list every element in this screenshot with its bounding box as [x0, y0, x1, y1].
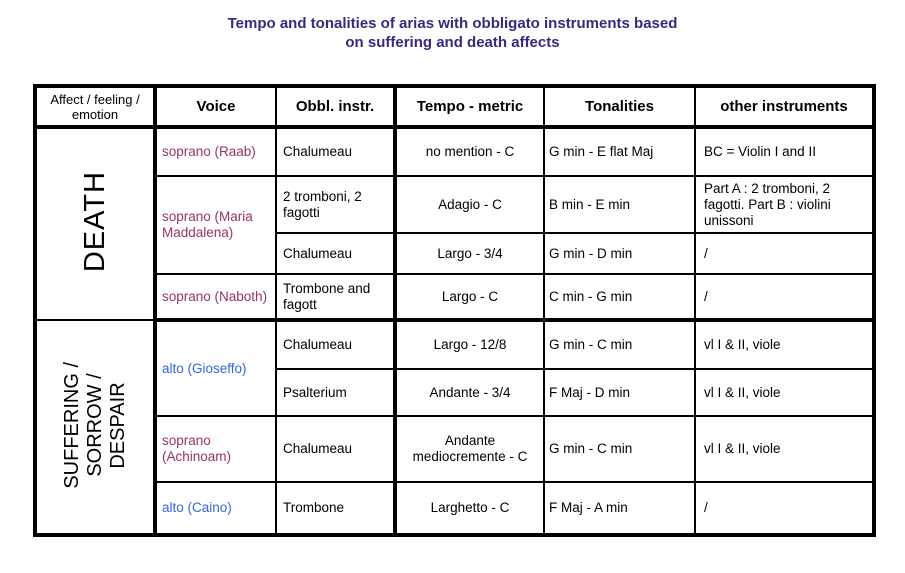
obbl-instr-cell: Psalterium	[276, 369, 395, 416]
other-instruments-cell: /	[695, 233, 874, 274]
tonalities-cell: G min - C min	[544, 416, 695, 482]
table-row	[35, 274, 874, 320]
voice-cell: soprano (Maria Maddalena)	[155, 176, 276, 274]
obbl-instr-cell: Trombone and fagott	[276, 274, 395, 320]
column-header-obbl-instr: Obbl. instr.	[276, 86, 395, 127]
tempo-cell: Largo - C	[395, 274, 544, 320]
voice-cell: soprano (Naboth)	[155, 274, 276, 320]
other-instruments-cell: BC = Violin I and II	[695, 127, 874, 176]
section-label-suffering	[35, 320, 155, 535]
other-instruments-cell: vl I & II, viole	[695, 369, 874, 416]
obbl-instr-cell: Trombone	[276, 482, 395, 535]
obbl-instr-cell: Chalumeau	[276, 127, 395, 176]
other-instruments-cell: vl I & II, viole	[695, 416, 874, 482]
page-title-line2: on suffering and death affects	[345, 34, 560, 51]
tonalities-cell: B min - E min	[544, 176, 695, 233]
table-row	[35, 127, 874, 176]
column-header-affect: Affect / feeling / emotion	[35, 86, 155, 127]
table-header-row	[35, 86, 874, 127]
tempo-cell: Larghetto - C	[395, 482, 544, 535]
tempo-cell: no mention - C	[395, 127, 544, 176]
voice-cell: soprano (Raab)	[155, 127, 276, 176]
other-instruments-cell: /	[695, 482, 874, 535]
tonalities-cell: C min - G min	[544, 274, 695, 320]
tonalities-cell: G min - E flat Maj	[544, 127, 695, 176]
tonalities-cell: G min - C min	[544, 320, 695, 369]
tempo-cell: Largo - 3/4	[395, 233, 544, 274]
tonalities-cell: F Maj - A min	[544, 482, 695, 535]
arias-table	[33, 84, 876, 537]
column-header-other-instruments: other instruments	[695, 86, 874, 127]
other-instruments-cell: vl I & II, viole	[695, 320, 874, 369]
other-instruments-cell: Part A : 2 tromboni, 2 fagotti. Part B : violini unissoni	[695, 176, 874, 233]
obbl-instr-cell: Chalumeau	[276, 416, 395, 482]
column-header-voice: Voice	[155, 86, 276, 127]
page-title	[0, 14, 905, 52]
table-row	[35, 482, 874, 535]
column-header-tempo-metric: Tempo - metric	[395, 86, 544, 127]
table-row	[35, 176, 874, 233]
other-instruments-cell: /	[695, 274, 874, 320]
obbl-instr-cell: Chalumeau	[276, 320, 395, 369]
tonalities-cell: G min - D min	[544, 233, 695, 274]
suffering-label-text: SUFFERING / SORROW / DESPAIR	[60, 361, 129, 489]
table-row	[35, 416, 874, 482]
tempo-cell: Andante - 3/4	[395, 369, 544, 416]
obbl-instr-cell: Chalumeau	[276, 233, 395, 274]
column-header-tonalities: Tonalities	[544, 86, 695, 127]
table-row	[35, 320, 874, 369]
tempo-cell: Andante mediocremente - C	[395, 416, 544, 482]
obbl-instr-cell: 2 tromboni, 2 fagotti	[276, 176, 395, 233]
voice-cell: soprano (Achinoam)	[155, 416, 276, 482]
voice-cell: alto (Caino)	[155, 482, 276, 535]
section-label-death	[35, 127, 155, 320]
voice-cell: alto (Gioseffo)	[155, 320, 276, 416]
page-title-line1: Tempo and tonalities of arias with obbligato instruments based	[227, 15, 678, 32]
tonalities-cell: F Maj - D min	[544, 369, 695, 416]
tempo-cell: Adagio - C	[395, 176, 544, 233]
tempo-cell: Largo - 12/8	[395, 320, 544, 369]
death-label-text: DEATH	[79, 171, 111, 273]
